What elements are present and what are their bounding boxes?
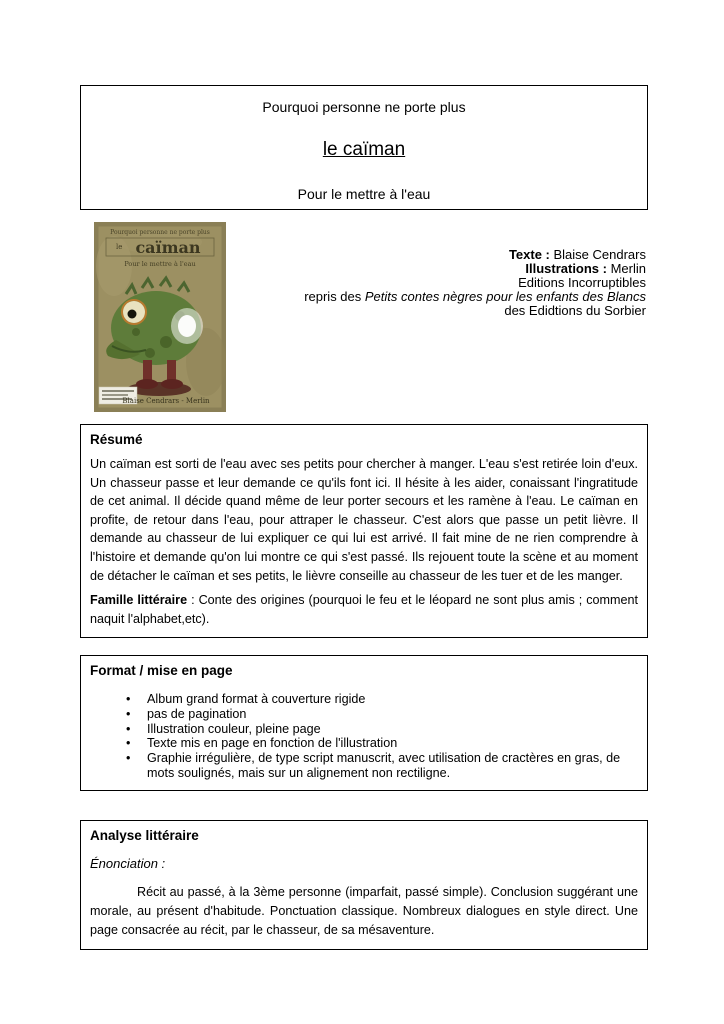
bullet-icon	[126, 736, 147, 751]
format-box	[80, 655, 648, 791]
credit-repris-title: Petits contes nègres pour les enfants des Blancs	[364, 289, 646, 304]
analyse-box	[80, 820, 648, 950]
bullet-text: Graphie irrégulière, de type script manuscrit, avec utilisation de cractères en gras, de mots soulignés, mais sur un alignement non rectiligne.	[147, 751, 621, 780]
bullet-icon	[126, 692, 147, 707]
cover-le-text: le	[116, 243, 123, 251]
credit-texte-label: Texte :	[508, 247, 550, 262]
title-box	[80, 85, 648, 210]
bullet-icon	[126, 707, 147, 722]
credit-illustrations-label: Illustrations :	[525, 261, 607, 276]
title-line-1: Pourquoi personne ne porte plus	[262, 99, 466, 115]
credit-illustrations-value: Merlin	[606, 261, 646, 276]
cover-top-line: Pourquoi personne ne porte plus	[110, 229, 210, 236]
resume-box	[80, 424, 648, 638]
credit-texte	[78, 248, 646, 262]
format-bullet	[90, 722, 638, 737]
credit-texte-value: Blaise Cendrars	[549, 247, 646, 262]
bullet-icon	[126, 722, 147, 737]
resume-title: Résumé	[90, 432, 143, 447]
cover-title-text: caïman	[135, 238, 201, 257]
format-bullet	[90, 707, 638, 722]
bullet-text: Album grand format à couverture rigide	[147, 692, 366, 706]
famille-label: Famille littéraire	[90, 593, 188, 608]
cover-authors-text: Blaise Cendrars - Merlin	[122, 397, 210, 405]
enonciation-label: Énonciation :	[90, 856, 166, 871]
cover-subtitle-text: Pour le mettre à l'eau	[124, 260, 196, 268]
famille-litteraire	[90, 591, 638, 628]
resume-body: Un caïman est sorti de l'eau avec ses petits pour chercher à manger. L'eau s'est retirée loin d'eux. Un chasseur passe et leur demande ce qu'ils font ici. Il hésite à les aider, conaissant l'ingratitude de cet animal. Il décide quand même de leur porter secours et les ramène à l'eau. Le caïman en profite, de retour dans l'eau, pour attraper le chasseur. C'est alors que passe un petit lièvre. Il demande au chasseur de lui expliquer ce qui lui est arrivé. Il fait mine de ne rien comprendre à l'histoire et demande qu'on lui montre ce qui s'est passé. Ils rejouent toute la scène et au moment de détacher le caïman et ses petits, le lièvre conseille au chasseur de les tuer et de les manger.	[90, 457, 638, 583]
format-bullet-list	[90, 692, 638, 781]
format-bullet	[90, 751, 638, 781]
bullet-text: Texte mis en page en fonction de l'illustration	[147, 736, 398, 751]
bullet-text: pas de pagination	[147, 706, 247, 721]
credit-editions: Editions Incorruptibles	[518, 275, 646, 290]
format-bullet	[90, 692, 638, 707]
credit-sorbier: des Edidtions du Sorbier	[504, 303, 646, 318]
famille-text: : Conte des origines (pourquoi le feu et le léopard ne sont plus amis ; comment naquit l'alphabet,etc).	[90, 593, 639, 626]
format-title: Format / mise en page	[90, 663, 233, 678]
credit-repris-prefix: repris des	[304, 289, 365, 304]
analyse-title: Analyse littéraire	[90, 828, 199, 843]
bullet-icon	[126, 751, 147, 781]
title-line-2: le caïman	[322, 139, 406, 160]
credit-illustrations	[78, 262, 646, 276]
analyse-body: Récit au passé, à la 3ème personne (imparfait, passé simple). Conclusion suggérant une morale, au présent d'habitude. Ponctuation classique. Nombreux dialogues en style direct. Une page consacrée au récit, par le chasseur, de sa mésaventure.	[90, 885, 638, 937]
credit-repris	[78, 290, 646, 304]
format-bullet	[90, 736, 638, 751]
bullet-text: Illustration couleur, pleine page	[147, 721, 321, 736]
credits-block	[78, 248, 646, 318]
book-info-section	[80, 222, 648, 418]
title-line-3: Pour le mettre à l'eau	[297, 186, 431, 202]
